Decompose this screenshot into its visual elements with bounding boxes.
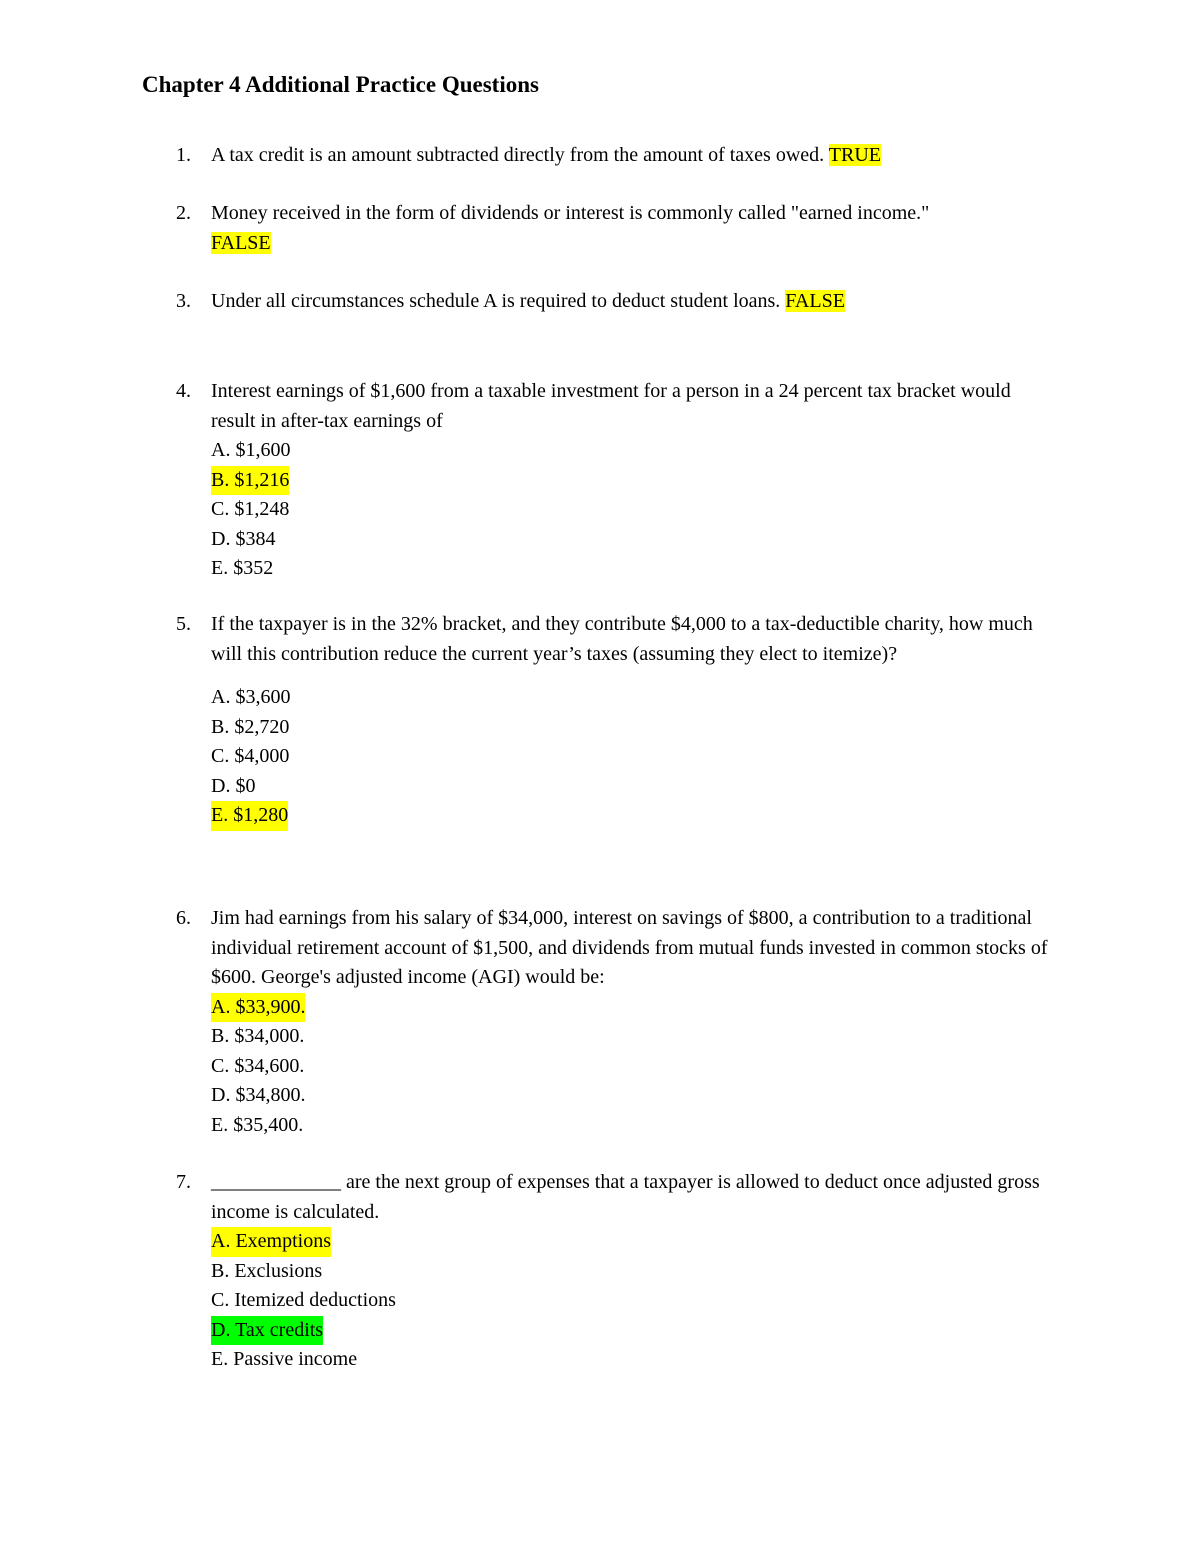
question-number: 2. [176, 202, 191, 224]
question-text-block [211, 199, 981, 258]
question-text: Money received in the form of dividends or interest is commonly called "earned income." [211, 202, 930, 224]
question-text-block [211, 904, 1071, 1140]
question-text-block [211, 141, 1071, 171]
question-text: Under all circumstances schedule A is required to deduct student loans. [211, 290, 786, 312]
option-e: E. $35,400. [211, 1113, 304, 1136]
question-text: If the taxpayer is in the 32% bracket, and they contribute $4,000 to a tax-deductible charity, how much will this contribution reduce the current year’s taxes (assuming they elect to itemize)? [211, 613, 1033, 665]
question-text: _____________ are the next group of expenses that a taxpayer is allowed to deduct once adjusted gross income is calculated. [211, 1171, 1040, 1223]
option-e-correct: E. $1,280 [211, 801, 288, 831]
question-number: 6. [176, 907, 191, 929]
option-list [211, 993, 1071, 1141]
option-b-correct: B. $1,216 [211, 466, 289, 496]
question-text-block [211, 1168, 1061, 1375]
question-text: Interest earnings of $1,600 from a taxable investment for a person in a 24 percent tax bracket would result in after-tax earnings of [211, 380, 1011, 432]
question-text: Jim had earnings from his salary of $34,000, interest on savings of $800, a contribution to a traditional individual retirement account of $1,500, and dividends from mutual funds invested in common stocks of $600. George's adjusted income (AGI) would be: [211, 907, 1048, 988]
page-title: Chapter 4 Additional Practice Questions [142, 72, 539, 97]
option-list [211, 436, 1026, 584]
answer-highlight: TRUE [828, 144, 882, 166]
option-c: C. $4,000 [211, 745, 290, 767]
option-c: C. Itemized deductions [211, 1289, 396, 1311]
option-a-highlighted: A. Exemptions [211, 1227, 331, 1257]
question-text-block [211, 287, 1071, 317]
option-e: E. Passive income [211, 1348, 358, 1370]
option-d: D. $0 [211, 774, 256, 797]
option-e: E. $352 [211, 557, 274, 579]
option-c: C. $1,248 [211, 498, 290, 520]
question-text-block [211, 377, 1026, 584]
option-b: B. $2,720 [211, 715, 290, 738]
option-list [211, 683, 1051, 831]
answer-highlight: FALSE [211, 231, 271, 254]
option-a: A. $1,600 [211, 439, 291, 461]
question-number: 5. [176, 613, 191, 635]
option-a: A. $3,600 [211, 686, 291, 708]
answer-highlight: FALSE [785, 290, 845, 312]
question-number: 4. [176, 380, 191, 402]
option-a-correct: A. $33,900. [211, 993, 305, 1023]
option-d: D. $34,800. [211, 1084, 306, 1106]
option-b: B. $34,000. [211, 1025, 305, 1047]
question-number: 1. [176, 144, 191, 166]
question-number: 7. [176, 1171, 191, 1193]
option-d: D. $384 [211, 527, 276, 550]
question-text: A tax credit is an amount subtracted directly from the amount of taxes owed. [211, 144, 829, 166]
option-b: B. Exclusions [211, 1259, 323, 1282]
question-number: 3. [176, 290, 191, 312]
question-text-block [211, 610, 1051, 831]
option-c: C. $34,600. [211, 1054, 305, 1077]
option-list [211, 1227, 1061, 1375]
option-d-highlighted-green: D. Tax credits [211, 1316, 323, 1346]
